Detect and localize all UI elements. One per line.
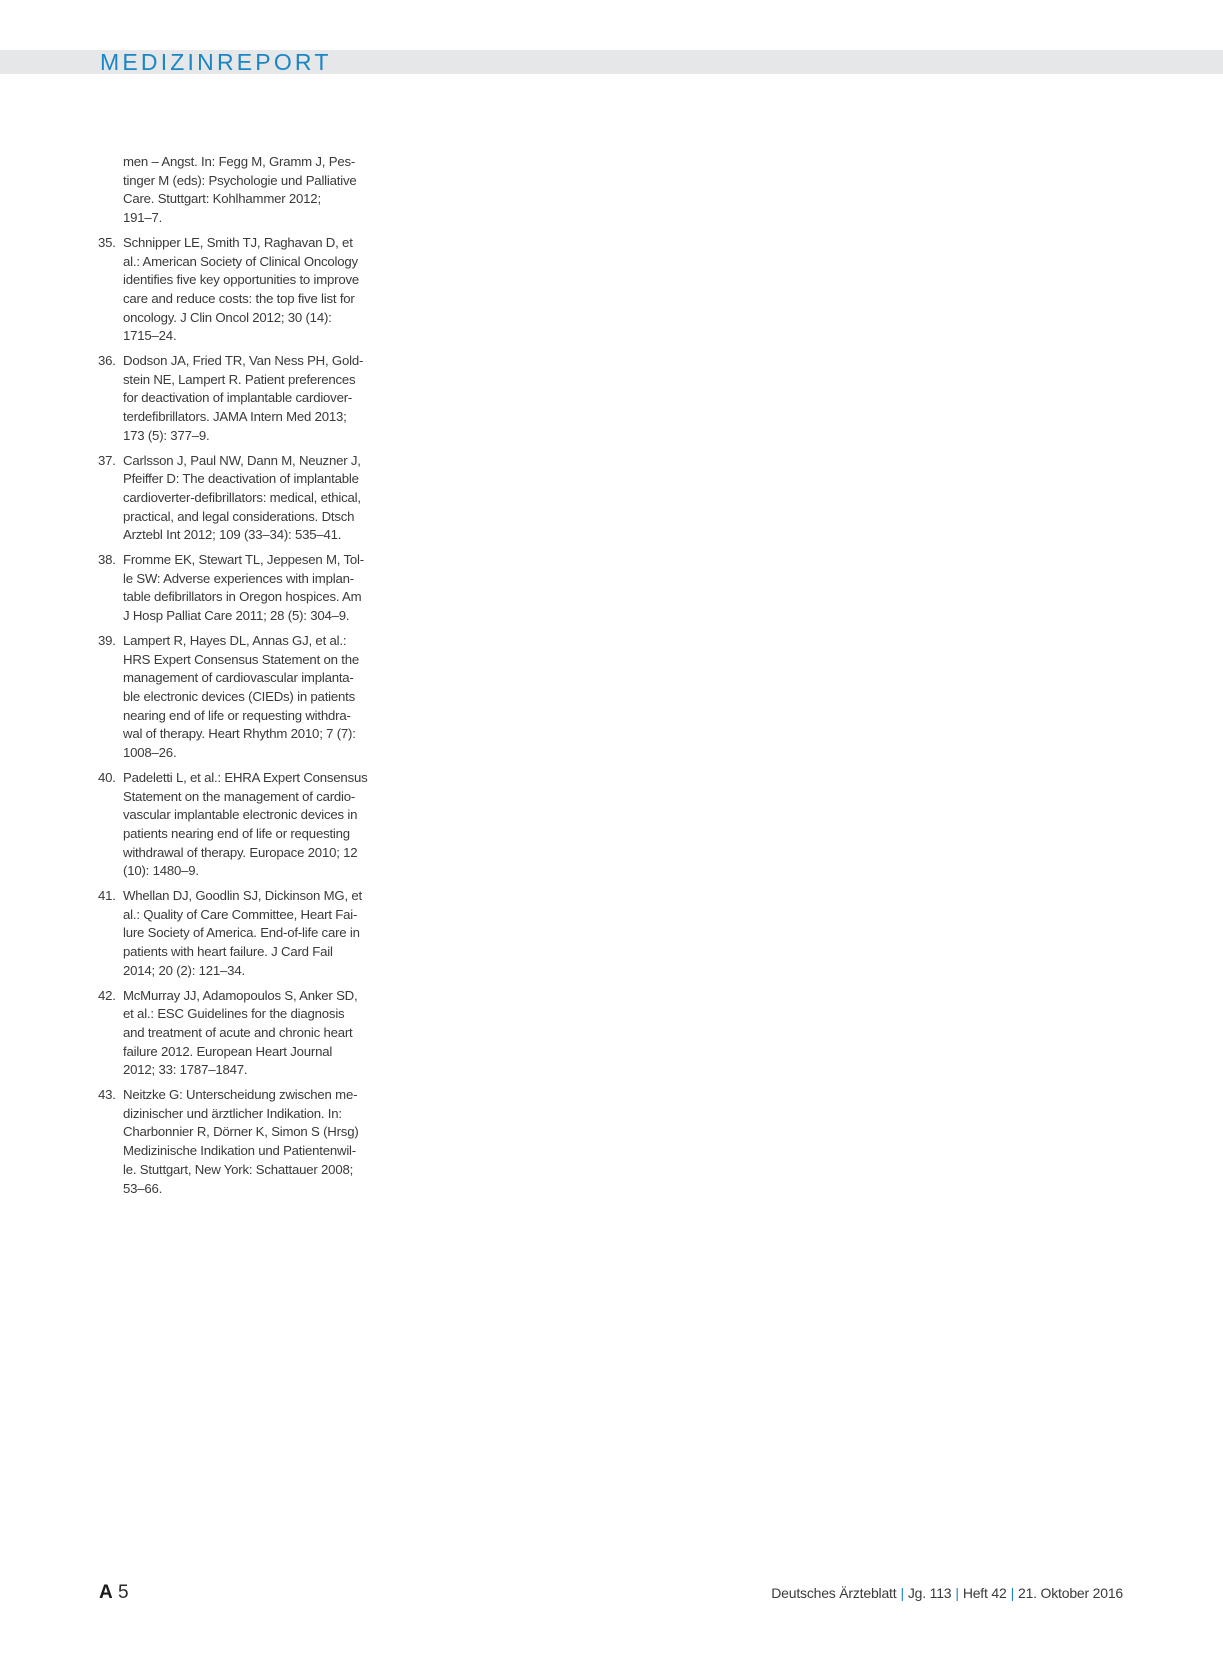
reference-item bbox=[98, 452, 375, 546]
reference-line: wal of therapy. Heart Rhythm 2010; 7 (7): bbox=[123, 726, 356, 742]
reference-number: 35. bbox=[98, 234, 116, 250]
page-letter: A bbox=[99, 1582, 113, 1603]
reference-line: men – Angst. In: Fegg M, Gramm J, Pes- bbox=[123, 154, 356, 169]
reference-item bbox=[98, 987, 375, 1081]
reference-item bbox=[98, 551, 375, 626]
reference-line: Lampert R, Hayes DL, Annas GJ, et al.: bbox=[123, 632, 347, 648]
reference-line: tinger M (eds): Psychologie und Palliative bbox=[123, 172, 357, 188]
reference-continuation bbox=[98, 153, 375, 228]
reference-line: cardioverter-defibrillators: medical, ethical, bbox=[123, 489, 361, 505]
reference-line: Care. Stuttgart: Kohlhammer 2012; bbox=[123, 191, 321, 207]
reference-line: Carlsson J, Paul NW, Dann M, Neuzner J, bbox=[123, 452, 361, 468]
page-number-value: 5 bbox=[118, 1582, 129, 1603]
reference-line: le. Stuttgart, New York: Schattauer 2008; bbox=[123, 1161, 354, 1177]
reference-line: HRS Expert Consensus Statement on the bbox=[123, 651, 359, 667]
separator: | bbox=[1010, 1585, 1014, 1601]
reference-line: Pfeiffer D: The deactivation of implantable bbox=[123, 471, 359, 487]
reference-number: 38. bbox=[98, 552, 116, 568]
reference-item bbox=[98, 887, 375, 981]
reference-line: patients nearing end of life or requesting bbox=[123, 825, 350, 841]
reference-line: table defibrillators in Oregon hospices. Am bbox=[123, 589, 362, 605]
reference-line: Schnipper LE, Smith TJ, Raghavan D, et bbox=[123, 234, 353, 250]
reference-line: lure Society of America. End-of-life care in bbox=[123, 925, 360, 941]
reference-line: identifies five key opportunities to improve bbox=[123, 272, 360, 288]
reference-line: failure 2012. European Heart Journal bbox=[123, 1043, 333, 1059]
issue: Heft 42 bbox=[962, 1585, 1007, 1601]
reference-line: McMurray JJ, Adamopoulos S, Anker SD, bbox=[123, 987, 358, 1003]
reference-item bbox=[98, 352, 375, 446]
reference-line: Fromme EK, Stewart TL, Jeppesen M, Tol- bbox=[123, 552, 364, 568]
reference-line: withdrawal of therapy. Europace 2010; 12 bbox=[123, 844, 358, 860]
reference-items bbox=[98, 234, 375, 1198]
reference-number: 36. bbox=[98, 353, 116, 369]
reference-line: nearing end of life or requesting withdra- bbox=[123, 707, 351, 723]
reference-line: patients with heart failure. J Card Fail bbox=[123, 944, 333, 960]
issue-date: 21. Oktober 2016 bbox=[1018, 1585, 1123, 1601]
reference-line: Statement on the management of cardio- bbox=[123, 788, 356, 804]
reference-line: al.: Quality of Care Committee, Heart Fai- bbox=[123, 906, 358, 922]
reference-line: 2012; 33: 1787–1847. bbox=[123, 1062, 248, 1078]
reference-item bbox=[98, 632, 375, 763]
reference-line: terdefibrillators. JAMA Intern Med 2013; bbox=[123, 409, 347, 425]
reference-line: vascular implantable electronic devices in bbox=[123, 807, 358, 823]
reference-line: (10): 1480–9. bbox=[123, 863, 199, 879]
reference-line: 2014; 20 (2): 121–34. bbox=[123, 962, 245, 978]
reference-line: Whellan DJ, Goodlin SJ, Dickinson MG, et bbox=[123, 888, 362, 904]
reference-line: Charbonnier R, Dörner K, Simon S (Hrsg) bbox=[123, 1124, 359, 1140]
reference-line: practical, and legal considerations. Dtsch bbox=[123, 508, 355, 524]
reference-line: 53–66. bbox=[123, 1180, 163, 1196]
reference-number: 43. bbox=[98, 1087, 116, 1103]
footer-citation bbox=[771, 1583, 1123, 1603]
reference-line: 1008–26. bbox=[123, 745, 177, 761]
reference-line: management of cardiovascular implanta- bbox=[123, 670, 354, 686]
reference-line: 191–7. bbox=[123, 210, 163, 226]
page-number bbox=[99, 1581, 129, 1605]
volume: Jg. 113 bbox=[907, 1585, 952, 1601]
reference-line: dizinischer und ärztlicher Indikation. In: bbox=[123, 1105, 342, 1121]
section-title: MEDIZINREPORT bbox=[100, 49, 332, 75]
separator: | bbox=[900, 1585, 904, 1601]
reference-line: ble electronic devices (CIEDs) in patients bbox=[123, 688, 356, 704]
reference-item bbox=[98, 1086, 375, 1198]
reference-line: for deactivation of implantable cardiover- bbox=[123, 390, 353, 406]
separator: | bbox=[955, 1585, 959, 1601]
reference-line: Neitzke G: Unterscheidung zwischen me- bbox=[123, 1087, 358, 1103]
reference-line: 173 (5): 377–9. bbox=[123, 427, 210, 443]
reference-line: Padeletti L, et al.: EHRA Expert Consensus bbox=[123, 769, 368, 785]
reference-line: Medizinische Indikation und Patientenwil- bbox=[123, 1143, 356, 1159]
reference-line: 1715–24. bbox=[123, 328, 177, 344]
reference-number: 41. bbox=[98, 888, 116, 904]
reference-number: 40. bbox=[98, 769, 116, 785]
reference-line: J Hosp Palliat Care 2011; 28 (5): 304–9. bbox=[123, 608, 350, 624]
journal-name: Deutsches Ärzteblatt bbox=[771, 1585, 897, 1601]
reference-line: stein NE, Lampert R. Patient preferences bbox=[123, 371, 356, 387]
reference-line: Arztebl Int 2012; 109 (33–34): 535–41. bbox=[123, 527, 342, 543]
reference-list bbox=[98, 153, 375, 1204]
reference-number: 42. bbox=[98, 987, 116, 1003]
reference-line: and treatment of acute and chronic heart bbox=[123, 1024, 353, 1040]
reference-item bbox=[98, 234, 375, 346]
reference-line: Dodson JA, Fried TR, Van Ness PH, Gold- bbox=[123, 353, 364, 369]
reference-number: 39. bbox=[98, 632, 116, 648]
reference-line: le SW: Adverse experiences with implan- bbox=[123, 570, 354, 586]
reference-line: care and reduce costs: the top five list for bbox=[123, 290, 355, 306]
reference-line: al.: American Society of Clinical Oncology bbox=[123, 253, 358, 269]
reference-number: 37. bbox=[98, 452, 116, 468]
reference-item bbox=[98, 769, 375, 881]
reference-line: et al.: ESC Guidelines for the diagnosis bbox=[123, 1006, 345, 1022]
reference-line: oncology. J Clin Oncol 2012; 30 (14): bbox=[123, 309, 332, 325]
